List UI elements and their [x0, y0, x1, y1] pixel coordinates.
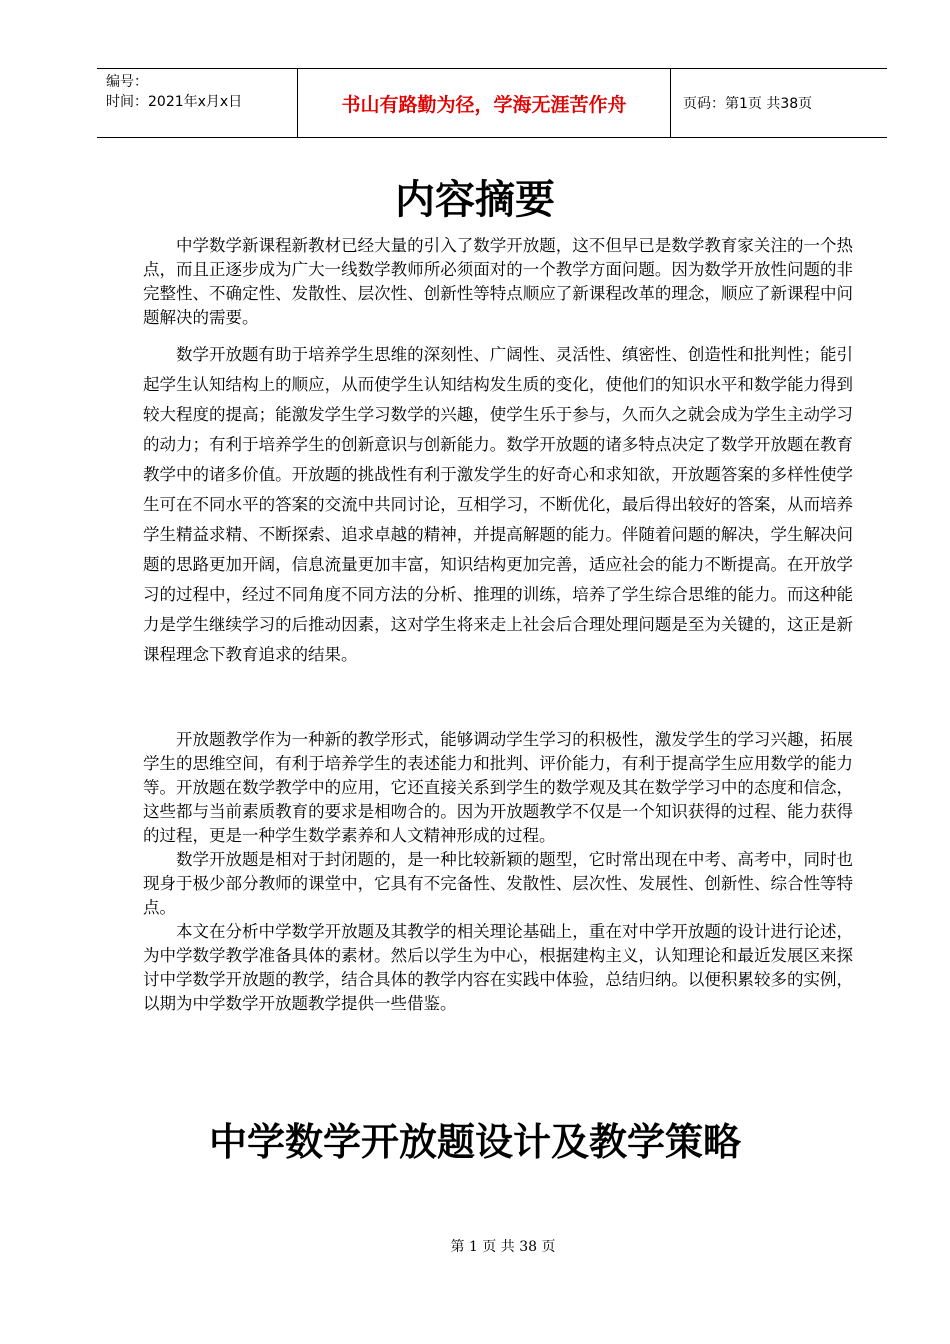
section-heading: 中学数学开放题设计及教学策略	[208, 1119, 741, 1164]
header-motto: 书山有路勤为径，学海无涯苦作舟	[298, 69, 671, 137]
time-label: 时间：2021年x月x日	[106, 94, 243, 110]
number-label: 编号：	[106, 74, 148, 90]
header-page-info: 页码：第1页 共38页	[683, 96, 813, 112]
abstract-paragraph: 中学数学新课程新教材已经大量的引入了数学开放题，这不但早已是数学教育家关注的一个热点，而且正逐步成为广大一线数学教师所必须面对的一个教学方面问题。因为数学开放性问题的非完整性、不确定性、发散性、层次性、创新性等特点顺应了新课程改革的理念，顺应了新课程中问题解决的需要。	[143, 236, 853, 327]
page-footer: 第 1 页 共 38 页	[450, 1239, 556, 1255]
abstract-paragraph: 数学开放题是相对于封闭题的，是一种比较新颖的题型，它时常出现在中考、高考中，同时也现身于极少部分教师的课堂中，它具有不完备性、发散性、层次性、发展性、创新性、综合性等特点。	[143, 850, 853, 917]
abstract-block-1	[143, 234, 853, 330]
abstract-block-2	[143, 340, 853, 670]
page-title: 内容摘要	[395, 176, 555, 223]
abstract-paragraph: 本文在分析中学数学开放题及其教学的相关理论基础上，重在对中学开放题的设计进行论述，为中学数学教学准备具体的素材。然后以学生为中心，根据建构主义，认知理论和最近发展区来探讨中学数学开放题的教学，结合具体的教学内容在实践中体验，总结归纳。以便积累较多的实例，以期为中学数学开放题教学提供一些借鉴。	[143, 922, 853, 1013]
abstract-block-3	[143, 728, 853, 1016]
abstract-paragraph: 开放题教学作为一种新的教学形式，能够调动学生学习的积极性，激发学生的学习兴趣，拓展学生的思维空间，有利于培养学生的表述能力和批判、评价能力，有利于提高学生应用数学的能力等。开放题在数学教学中的应用，它还直接关系到学生的数学观及其在数学学习中的态度和信念，这些都与当前素质教育的要求是相吻合的。因为开放题教学不仅是一个知识获得的过程、能力获得的过程，更是一种学生数学素养和人文精神形成的过程。	[143, 730, 853, 845]
page-header	[97, 68, 887, 138]
abstract-paragraph: 数学开放题有助于培养学生思维的深刻性、广阔性、灵活性、缜密性、创造性和批判性；能引起学生认知结构上的顺应，从而使学生认知结构发生质的变化，使他们的知识水平和数学能力得到较大程度的提高；能激发学生学习数学的兴趣，使学生乐于参与，久而久之就会成为学生主动学习的动力；有利于培养学生的创新意识与创新能力。数学开放题的诸多特点决定了数学开放题在教育教学中的诸多价值。开放题的挑战性有利于激发学生的好奇心和求知欲，开放题答案的多样性使学生可在不同水平的答案的交流中共同讨论，互相学习，不断优化，最后得出较好的答案，从而培养学生精益求精、不断探索、追求卓越的精神，并提高解题的能力。伴随着问题的解决，学生解决问题的思路更加开阔，信息流量更加丰富，知识结构更加完善，适应社会的能力不断提高。在开放学习的过程中，经过不同角度不同方法的分析、推理的训练，培养了学生综合思维的能力。而这种能力是学生继续学习的后推动因素，这对学生将来走上社会后合理处理问题是至为关键的，这正是新课程理念下教育追求的结果。	[143, 345, 853, 664]
header-meta	[97, 69, 298, 137]
